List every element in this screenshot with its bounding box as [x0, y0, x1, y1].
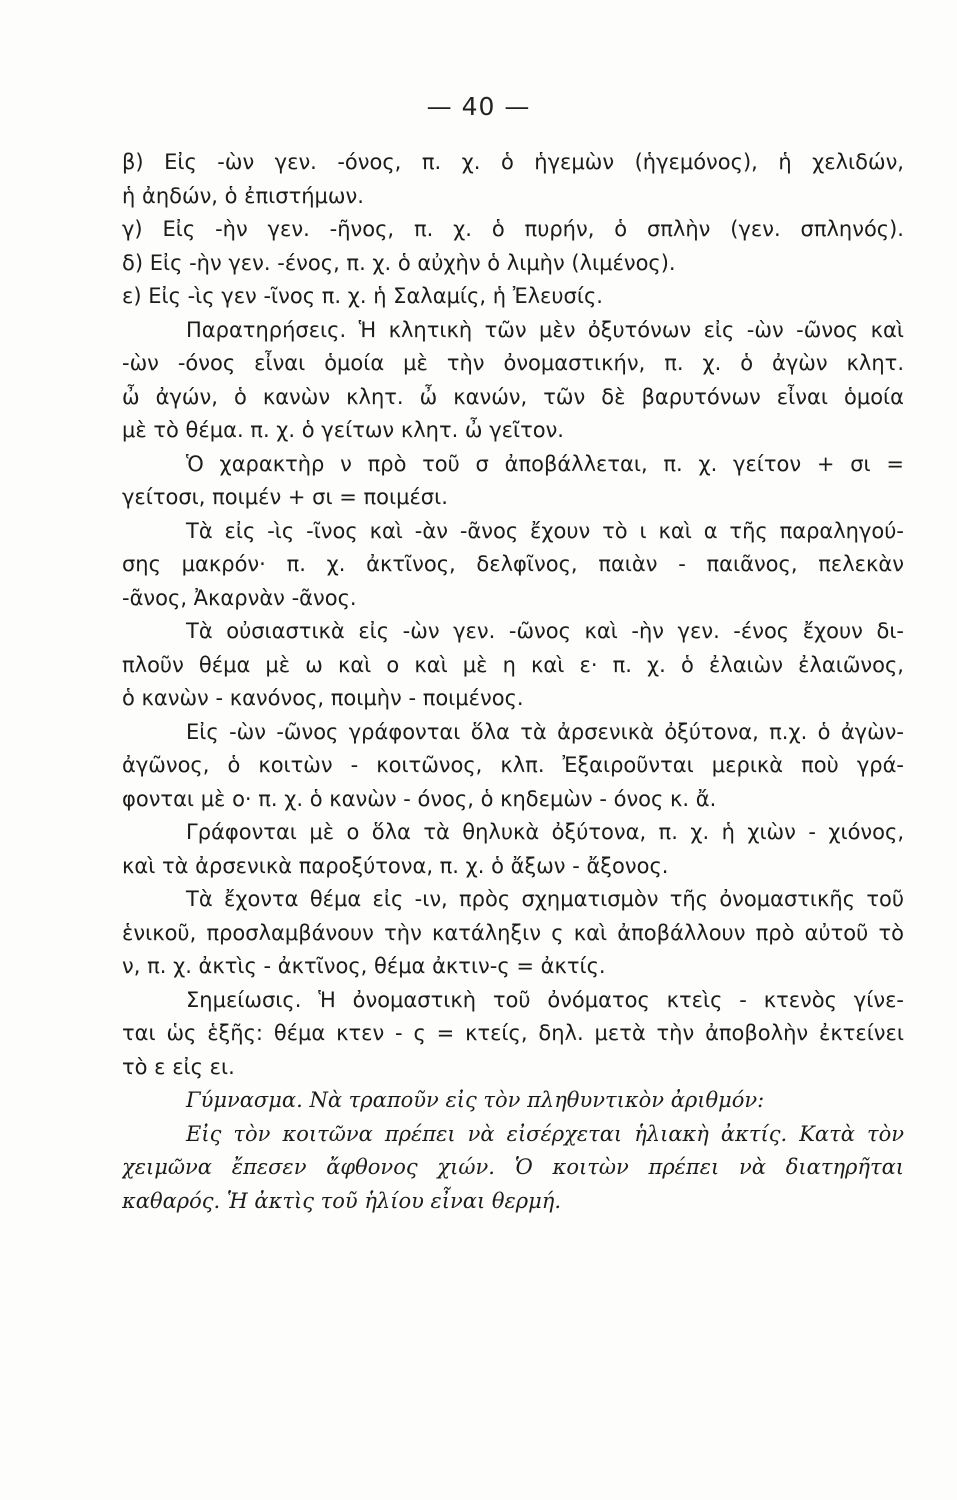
- text-line: ε) Εἰς -ὶς γεν -ῖνος π. χ. ἡ Σαλαμίς, ἡ Ἐλευσίς.: [122, 284, 603, 308]
- text-line: μὲ τὸ θέμα. π. χ. ὁ γείτων κλητ. ὦ γεῖτον.: [122, 418, 564, 442]
- page-number: — 40 —: [426, 92, 531, 121]
- text-line: γ) Εἰς -ὴν γεν. -ῆνος, π. χ. ὁ πυρήν, ὁ σπλὴν (γεν. σπληνός).: [122, 217, 904, 241]
- text-line: Τὰ οὐσιαστικὰ εἰς -ὼν γεν. -ῶνος καὶ -ὴν γεν. -ένος ἔχουν δι-: [186, 619, 904, 643]
- text-line: τὸ ε εἰς ει.: [122, 1054, 235, 1079]
- text-line: ν, π. χ. ἀκτὶς - ἀκτῖνος, θέμα ἀκτιν-ς = ἀκτίς.: [122, 954, 606, 978]
- text-line: ὁ κανὼν - κανόνος, ποιμὴν - ποιμένος.: [122, 686, 524, 710]
- text-line: σης μακρόν· π. χ. ἀκτῖνος, δελφῖνος, παιὰν - παιᾶνος, πελεκὰν: [122, 552, 904, 576]
- text-line: Γράφονται μὲ ο ὅλα τὰ θηλυκὰ ὀξύτονα, π. χ. ἡ χιὼν - χιόνος,: [186, 820, 904, 844]
- text-line: καὶ τὰ ἀρσενικὰ παροξύτονα, π. χ. ὁ ἄξων - ἄξονος.: [122, 853, 669, 878]
- text-line: Τὰ εἰς -ὶς -ῖνος καὶ -ὰν -ᾶνος ἔχουν τὸ ι καὶ α τῆς παραληγού-: [186, 518, 904, 543]
- text-line: Εἰς -ὼν -ῶνος γράφονται ὅλα τὰ ἀρσενικὰ ὀξύτονα, π.χ. ὁ ἀγὼν-: [186, 719, 904, 744]
- text-line: -ὼν -όνος εἶναι ὁμοία μὲ τὴν ὀνομαστικήν, π. χ. ὁ ἀγὼν κλητ.: [122, 351, 904, 375]
- exercise-line: καθαρός. Ἡ ἀκτὶς τοῦ ἡλίου εἶναι θερμή.: [122, 1188, 562, 1213]
- text-line: Σημείωσις. Ἡ ὀνομαστικὴ τοῦ ὀνόματος κτεὶς - κτενὸς γίνε-: [186, 987, 904, 1012]
- text-line: Τὰ ἔχοντα θέμα εἰς -ιν, πρὸς σχηματισμὸν τῆς ὀνομαστικῆς τοῦ: [186, 887, 904, 911]
- text-line: ἑνικοῦ, προσλαμβάνουν τὴν κατάληξιν ς καὶ ἀποβάλλουν πρὸ αὐτοῦ τὸ: [122, 920, 904, 945]
- exercise-heading: Γύμνασμα. Νὰ τραποῦν εἰς τὸν πληθυντικὸν ἀριθμόν:: [186, 1088, 765, 1112]
- text-line: ὦ ἀγών, ὁ κανὼν κλητ. ὦ κανών, τῶν δὲ βαρυτόνων εἶναι ὁμοία: [122, 384, 904, 409]
- text-line: ἀγῶνος, ὁ κοιτὼν - κοιτῶνος, κλπ. Ἐξαιροῦνται μερικὰ ποὺ γρά-: [122, 753, 904, 777]
- text-line: ἡ ἀηδών, ὁ ἐπιστήμων.: [122, 183, 364, 208]
- text-line: Ὁ χαρακτὴρ ν πρὸ τοῦ σ ἀποβάλλεται, π. χ. γείτον + σι =: [186, 451, 904, 476]
- exercise-line: χειμῶνα ἔπεσεν ἄφθονος χιών. Ὁ κοιτὼν πρέπει νὰ διατηρῆται: [122, 1155, 904, 1179]
- body-text: [122, 146, 904, 1218]
- text-line: ται ὡς ἑξῆς: θέμα κτεν - ς = κτείς, δηλ. μετὰ τὴν ἀποβολὴν ἐκτείνει: [122, 1021, 904, 1045]
- text-line: φονται μὲ ο· π. χ. ὁ κανὼν - όνος, ὁ κηδεμὼν - όνος κ. ἄ.: [122, 786, 717, 811]
- text-line: γείτοσι, ποιμέν + σι = ποιμέσι.: [122, 485, 448, 509]
- text-line: Παρατηρήσεις. Ἡ κλητικὴ τῶν μὲν ὀξυτόνων εἰς -ὼν -ῶνος καὶ: [186, 317, 904, 342]
- text-line: δ) Εἰς -ὴν γεν. -ένος, π. χ. ὁ αὐχὴν ὁ λιμὴν (λιμένος).: [122, 250, 676, 275]
- text-line: πλοῦν θέμα μὲ ω καὶ ο καὶ μὲ η καὶ ε· π. χ. ὁ ἐλαιὼν ἐλαιῶνος,: [122, 652, 904, 677]
- text-line: β) Εἰς -ὼν γεν. -όνος, π. χ. ὁ ἡγεμὼν (ἡγεμόνος), ἡ χελιδών,: [122, 150, 904, 174]
- text-line: -ᾶνος, Ἀκαρνὰν -ᾶνος.: [122, 585, 357, 610]
- exercise-line: Εἰς τὸν κοιτῶνα πρέπει νὰ εἰσέρχεται ἡλιακὴ ἀκτίς. Κατὰ τὸν: [186, 1121, 904, 1146]
